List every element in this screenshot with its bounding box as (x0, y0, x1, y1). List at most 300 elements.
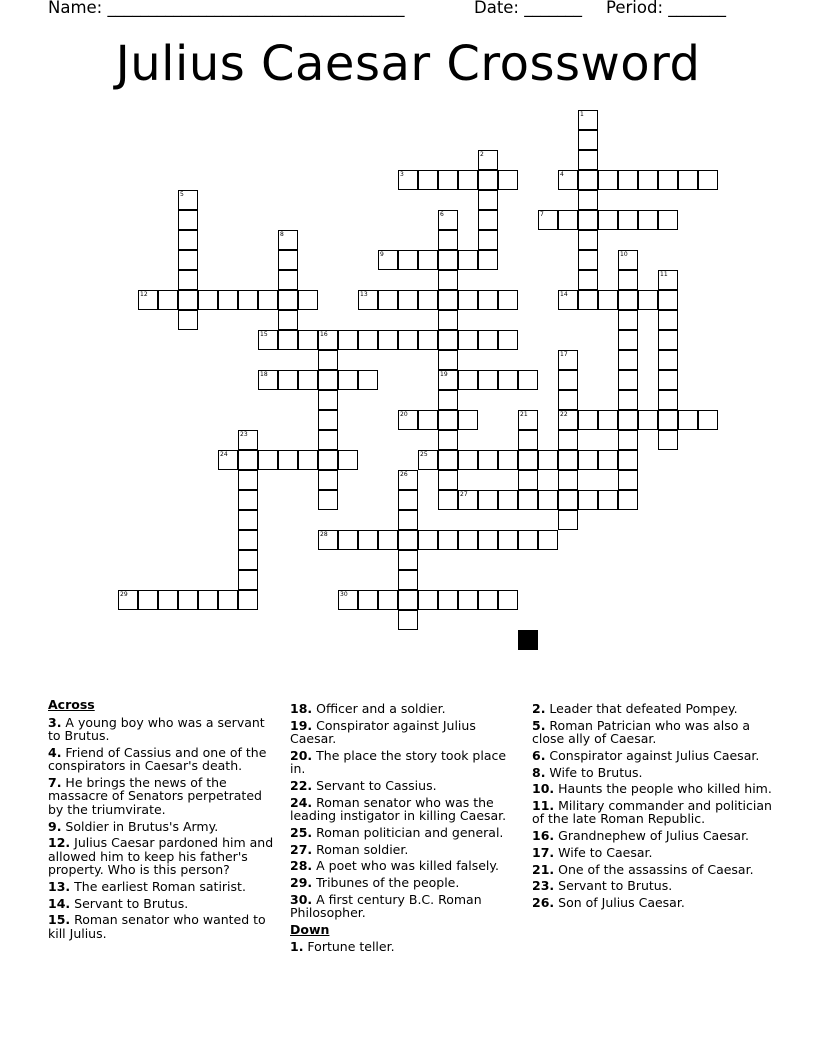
grid-cell[interactable] (618, 290, 638, 310)
grid-cell[interactable] (558, 290, 578, 310)
clue-item-text: Julius Caesar pardoned him and allowed him to keep his father's property. Who is this person? (48, 835, 274, 878)
grid-cell[interactable] (258, 370, 278, 390)
name-field[interactable]: Name: ____________________________________ (48, 0, 405, 17)
grid-cell[interactable] (498, 290, 518, 310)
grid-cell[interactable] (458, 290, 478, 310)
grid-cell[interactable] (578, 250, 598, 270)
grid-cell[interactable] (438, 590, 458, 610)
grid-cell[interactable] (598, 210, 618, 230)
grid-cell[interactable] (578, 130, 598, 150)
grid-cell[interactable] (578, 290, 598, 310)
grid-cell[interactable] (458, 170, 478, 190)
grid-cell[interactable] (438, 310, 458, 330)
grid-cell[interactable] (478, 230, 498, 250)
grid-cell[interactable] (458, 450, 478, 470)
grid-cell[interactable] (618, 450, 638, 470)
clue-item-number: 4. (48, 744, 62, 760)
clue-item-text: Conspirator against Julius Caesar. (545, 747, 760, 763)
grid-cell[interactable] (418, 590, 438, 610)
grid-cell[interactable] (658, 430, 678, 450)
grid-cell[interactable] (558, 390, 578, 410)
grid-cell[interactable] (618, 490, 638, 510)
clue-number: 17 (560, 351, 568, 358)
clue-item (532, 896, 772, 910)
grid-cell[interactable] (278, 250, 298, 270)
grid-cell[interactable] (638, 410, 658, 430)
grid-cell[interactable] (578, 450, 598, 470)
grid-cell[interactable] (278, 230, 298, 250)
clue-item-text: Leader that defeated Pompey. (545, 701, 738, 716)
clue-item-number: 7. (48, 774, 62, 790)
grid-cell[interactable] (378, 590, 398, 610)
grid-cell[interactable] (178, 250, 198, 270)
grid-cell[interactable] (558, 350, 578, 370)
grid-cell[interactable] (238, 570, 258, 590)
grid-cell[interactable] (458, 370, 478, 390)
grid-cell[interactable] (358, 590, 378, 610)
grid-cell[interactable] (418, 290, 438, 310)
grid-cell[interactable] (638, 170, 658, 190)
grid-cell[interactable] (618, 210, 638, 230)
grid-cell[interactable] (398, 510, 418, 530)
grid-cell[interactable] (158, 290, 178, 310)
clue-item-text: A poet who was killed falsely. (312, 858, 499, 874)
clue-number: 8 (280, 231, 284, 238)
grid-cell[interactable] (618, 410, 638, 430)
grid-cell[interactable] (378, 330, 398, 350)
clue-item-text: Officer and a soldier. (312, 701, 446, 716)
grid-cell[interactable] (318, 410, 338, 430)
clue-item-text: Wife to Caesar. (554, 844, 653, 860)
clue-item-text: Haunts the people who killed him. (554, 781, 772, 797)
grid-cell[interactable] (498, 590, 518, 610)
grid-cell[interactable] (478, 450, 498, 470)
grid-cell[interactable] (178, 310, 198, 330)
grid-cell[interactable] (238, 430, 258, 450)
grid-cell[interactable] (218, 590, 238, 610)
grid-cell[interactable] (398, 570, 418, 590)
grid-cell[interactable] (418, 530, 438, 550)
grid-cell[interactable] (438, 290, 458, 310)
clue-item-text: Conspirator against Julius Caesar. (290, 717, 476, 747)
grid-cell[interactable] (298, 450, 318, 470)
grid-cell[interactable] (398, 610, 418, 630)
grid-cell[interactable] (178, 590, 198, 610)
grid-cell[interactable] (498, 370, 518, 390)
grid-cell[interactable] (658, 330, 678, 350)
grid-cell[interactable] (338, 530, 358, 550)
clue-item (532, 749, 772, 763)
clue-number: 11 (660, 271, 668, 278)
clue-item-number: 3. (48, 714, 62, 730)
clue-number: 22 (560, 411, 568, 418)
clue-item-number: 18. (290, 701, 313, 716)
grid-cell[interactable] (538, 450, 558, 470)
grid-cell[interactable] (578, 170, 598, 190)
grid-cell[interactable] (638, 210, 658, 230)
grid-cell[interactable] (458, 330, 478, 350)
clue-number: 14 (560, 291, 568, 298)
grid-cell[interactable] (438, 410, 458, 430)
grid-cell[interactable] (298, 290, 318, 310)
clue-number: 6 (440, 211, 444, 218)
grid-cell[interactable] (658, 210, 678, 230)
grid-cell[interactable] (298, 370, 318, 390)
grid-cell[interactable] (378, 530, 398, 550)
grid-cell[interactable] (478, 370, 498, 390)
grid-cell[interactable] (398, 470, 418, 490)
clue-number: 1 (580, 111, 584, 118)
grid-cell[interactable] (198, 290, 218, 310)
grid-cell[interactable] (698, 170, 718, 190)
clue-item-text: One of the assassins of Caesar. (554, 861, 754, 877)
clue-item (290, 796, 522, 823)
grid-cell[interactable] (598, 450, 618, 470)
grid-cell[interactable] (378, 250, 398, 270)
clue-item-text: Military commander and politician of the late Roman Republic. (532, 797, 772, 827)
grid-cell[interactable] (658, 370, 678, 390)
grid-cell[interactable] (338, 450, 358, 470)
grid-cell[interactable] (538, 210, 558, 230)
grid-cell[interactable] (178, 270, 198, 290)
clue-item (532, 799, 772, 826)
grid-cell[interactable] (318, 430, 338, 450)
grid-cell[interactable] (518, 370, 538, 390)
grid-cell[interactable] (278, 450, 298, 470)
clue-item (290, 859, 522, 873)
clue-item-text: A first century B.C. Roman Philosopher. (290, 891, 482, 921)
grid-cell[interactable] (658, 170, 678, 190)
grid-cell[interactable] (318, 450, 338, 470)
clue-item (290, 702, 522, 716)
clue-item-number: 17. (532, 844, 555, 860)
grid-cell[interactable] (438, 270, 458, 290)
grid-cell[interactable] (478, 330, 498, 350)
grid-cell[interactable] (598, 490, 618, 510)
grid-cell[interactable] (218, 290, 238, 310)
grid-cell[interactable] (498, 330, 518, 350)
clue-item-text: Fortune teller. (303, 939, 395, 955)
clue-item-text: The earliest Roman satirist. (70, 878, 246, 894)
clue-item (48, 913, 280, 940)
clue-item (48, 746, 280, 773)
clue-item-text: Grandnephew of Julius Caesar. (554, 828, 750, 844)
clue-item-number: 20. (290, 747, 313, 763)
clue-item-text: Servant to Brutus. (554, 878, 673, 894)
grid-cell[interactable] (558, 210, 578, 230)
grid-cell[interactable] (518, 430, 538, 450)
grid-cell[interactable] (558, 470, 578, 490)
grid-cell[interactable] (438, 490, 458, 510)
clue-item-number: 5. (532, 717, 546, 733)
grid-cell[interactable] (398, 170, 418, 190)
clue-item-text: A young boy who was a servant to Brutus. (48, 714, 265, 743)
clue-item (290, 893, 522, 920)
grid-cell[interactable] (398, 490, 418, 510)
grid-cell[interactable] (638, 290, 658, 310)
grid-cell[interactable] (478, 290, 498, 310)
clue-item-number: 2. (532, 701, 546, 716)
grid-cell[interactable] (618, 390, 638, 410)
clue-number: 26 (400, 471, 408, 478)
clue-item-number: 6. (532, 747, 546, 763)
grid-cell[interactable] (318, 530, 338, 550)
clue-item-text: Tribunes of the people. (312, 875, 460, 890)
grid-cell[interactable] (598, 170, 618, 190)
grid-cell[interactable] (578, 110, 598, 130)
grid-cell[interactable] (338, 330, 358, 350)
grid-cell[interactable] (458, 250, 478, 270)
grid-cell[interactable] (298, 330, 318, 350)
grid-cell[interactable] (438, 470, 458, 490)
clue-number: 21 (520, 411, 528, 418)
grid-cell[interactable] (458, 530, 478, 550)
grid-cell[interactable] (518, 530, 538, 550)
period-field[interactable]: Period: _______ (606, 0, 727, 17)
grid-cell[interactable] (398, 250, 418, 270)
clue-number: 16 (320, 331, 328, 338)
clue-item (532, 879, 772, 893)
grid-cell[interactable] (278, 370, 298, 390)
grid-cell[interactable] (378, 290, 398, 310)
clue-item (532, 829, 772, 843)
grid-cell[interactable] (558, 490, 578, 510)
grid-cell[interactable] (558, 510, 578, 530)
clue-item (290, 826, 522, 840)
grid-cell[interactable] (238, 470, 258, 490)
grid-cell[interactable] (518, 450, 538, 470)
clue-item-number: 27. (290, 841, 313, 857)
grid-cell[interactable] (238, 290, 258, 310)
grid-cell[interactable] (538, 490, 558, 510)
grid-cell[interactable] (578, 210, 598, 230)
grid-cell[interactable] (498, 490, 518, 510)
grid-cell[interactable] (698, 410, 718, 430)
clue-item-text: Roman soldier. (312, 841, 409, 857)
grid-cell[interactable] (418, 330, 438, 350)
clue-item (290, 779, 522, 793)
grid-cell[interactable] (478, 170, 498, 190)
grid-cell[interactable] (118, 590, 138, 610)
clue-number: 15 (260, 331, 268, 338)
grid-cell[interactable] (238, 590, 258, 610)
grid-cell[interactable] (578, 230, 598, 250)
grid-cell[interactable] (658, 310, 678, 330)
grid-cell[interactable] (438, 430, 458, 450)
grid-cell[interactable] (358, 370, 378, 390)
grid-cell[interactable] (458, 490, 478, 510)
grid-cell[interactable] (338, 590, 358, 610)
clue-number: 12 (140, 291, 148, 298)
grid-cell[interactable] (238, 450, 258, 470)
grid-cell[interactable] (278, 270, 298, 290)
grid-cell[interactable] (518, 410, 538, 430)
grid-cell[interactable] (418, 250, 438, 270)
grid-cell[interactable] (258, 450, 278, 470)
grid-cell[interactable] (398, 290, 418, 310)
clue-number: 29 (120, 591, 128, 598)
grid-cell[interactable] (458, 410, 478, 430)
grid-cell[interactable] (558, 370, 578, 390)
grid-cell[interactable] (418, 170, 438, 190)
grid-cell[interactable] (218, 450, 238, 470)
grid-cell[interactable] (398, 330, 418, 350)
clue-item-number: 8. (532, 764, 546, 780)
clue-item-number: 30. (290, 891, 313, 907)
grid-cell[interactable] (318, 470, 338, 490)
grid-cell[interactable] (578, 490, 598, 510)
grid-cell[interactable] (618, 470, 638, 490)
grid-cell[interactable] (198, 590, 218, 610)
grid-cell[interactable] (678, 170, 698, 190)
grid-cell[interactable] (178, 210, 198, 230)
grid-cell[interactable] (438, 250, 458, 270)
grid-cell[interactable] (438, 450, 458, 470)
grid-cell[interactable] (658, 270, 678, 290)
grid-cell[interactable] (438, 210, 458, 230)
grid-cell[interactable] (138, 590, 158, 610)
clues-column-2 (290, 702, 522, 957)
grid-cell[interactable] (658, 410, 678, 430)
grid-cell[interactable] (678, 410, 698, 430)
grid-cell[interactable] (478, 190, 498, 210)
grid-cell[interactable] (318, 370, 338, 390)
clue-item-number: 15. (48, 912, 71, 928)
grid-cell[interactable] (438, 390, 458, 410)
clue-number: 23 (240, 431, 248, 438)
grid-cell[interactable] (558, 430, 578, 450)
grid-cell[interactable] (538, 530, 558, 550)
grid-cell[interactable] (618, 430, 638, 450)
grid-cell[interactable] (598, 410, 618, 430)
grid-cell[interactable] (578, 150, 598, 170)
grid-cell[interactable] (498, 530, 518, 550)
clue-item (532, 863, 772, 877)
grid-cell[interactable] (618, 170, 638, 190)
clue-item-number: 28. (290, 858, 313, 874)
grid-cell[interactable] (498, 450, 518, 470)
grid-cell[interactable] (438, 230, 458, 250)
clue-item-number: 11. (532, 797, 555, 813)
grid-cell[interactable] (578, 270, 598, 290)
grid-cell[interactable] (558, 410, 578, 430)
clue-number: 20 (400, 411, 408, 418)
clue-number: 13 (360, 291, 368, 298)
clue-item-number: 25. (290, 824, 313, 840)
grid-cell[interactable] (458, 590, 478, 610)
grid-cell[interactable] (618, 330, 638, 350)
grid-cell[interactable] (178, 230, 198, 250)
clue-item (532, 782, 772, 796)
grid-cell[interactable] (438, 530, 458, 550)
clues-column-1 (48, 698, 280, 944)
grid-cell[interactable] (418, 450, 438, 470)
down-heading: Down (290, 921, 330, 937)
grid-cell[interactable] (478, 250, 498, 270)
clue-item-text: He brings the news of the massacre of Senators perpetrated by the triumvirate. (48, 774, 262, 817)
grid-cell[interactable] (418, 410, 438, 430)
grid-cell[interactable] (178, 290, 198, 310)
grid-cell[interactable] (338, 370, 358, 390)
grid-cell[interactable] (238, 550, 258, 570)
grid-cell[interactable] (578, 190, 598, 210)
grid-cell[interactable] (518, 470, 538, 490)
clue-number: 3 (400, 171, 404, 178)
clue-item-number: 29. (290, 875, 313, 890)
grid-cell[interactable] (398, 550, 418, 570)
grid-cell[interactable] (138, 290, 158, 310)
grid-cell[interactable] (278, 290, 298, 310)
clue-item-number: 23. (532, 878, 555, 894)
grid-cell[interactable] (558, 450, 578, 470)
grid-cell[interactable] (318, 350, 338, 370)
grid-cell[interactable] (478, 210, 498, 230)
grid-cell[interactable] (658, 350, 678, 370)
grid-cell[interactable] (658, 390, 678, 410)
grid-cell[interactable] (598, 290, 618, 310)
grid-cell[interactable] (278, 330, 298, 350)
grid-cell[interactable] (358, 530, 378, 550)
grid-cell[interactable] (618, 370, 638, 390)
grid-cell[interactable] (518, 490, 538, 510)
grid-cell[interactable] (398, 410, 418, 430)
grid-cell[interactable] (158, 590, 178, 610)
clue-item-number: 22. (290, 778, 313, 794)
grid-cell[interactable] (358, 330, 378, 350)
date-field[interactable]: Date: _______ (474, 0, 582, 17)
grid-cell[interactable] (258, 330, 278, 350)
grid-cell[interactable] (318, 390, 338, 410)
grid-cell[interactable] (618, 250, 638, 270)
grid-cell[interactable] (618, 270, 638, 290)
grid-cell[interactable] (618, 310, 638, 330)
grid-cell[interactable] (478, 150, 498, 170)
grid-cell[interactable] (398, 590, 418, 610)
grid-cell[interactable] (238, 490, 258, 510)
grid-cell[interactable] (578, 410, 598, 430)
grid-cell[interactable] (478, 490, 498, 510)
clue-item-text: Servant to Cassius. (312, 778, 437, 794)
grid-cell[interactable] (398, 530, 418, 550)
grid-cell[interactable] (178, 190, 198, 210)
clue-number: 7 (540, 211, 544, 218)
grid-cell[interactable] (658, 290, 678, 310)
grid-cell[interactable] (318, 330, 338, 350)
grid-cell[interactable] (438, 370, 458, 390)
clues-column-3 (532, 702, 772, 913)
clue-item (48, 897, 280, 911)
grid-cell[interactable] (318, 490, 338, 510)
grid-cell[interactable] (278, 310, 298, 330)
grid-cell[interactable] (438, 330, 458, 350)
grid-cell[interactable] (558, 170, 578, 190)
grid-cell[interactable] (238, 510, 258, 530)
grid-cell[interactable] (478, 590, 498, 610)
grid-cell[interactable] (478, 530, 498, 550)
grid-cell[interactable] (238, 530, 258, 550)
grid-cell[interactable] (358, 290, 378, 310)
grid-cell[interactable] (258, 290, 278, 310)
clue-item-number: 1. (290, 939, 304, 955)
grid-cell[interactable] (438, 170, 458, 190)
grid-cell[interactable] (498, 170, 518, 190)
grid-cell[interactable] (618, 350, 638, 370)
grid-cell[interactable] (438, 350, 458, 370)
clue-number: 24 (220, 451, 228, 458)
clue-item (48, 716, 280, 743)
clue-item-number: 13. (48, 878, 71, 894)
clue-number: 19 (440, 371, 448, 378)
